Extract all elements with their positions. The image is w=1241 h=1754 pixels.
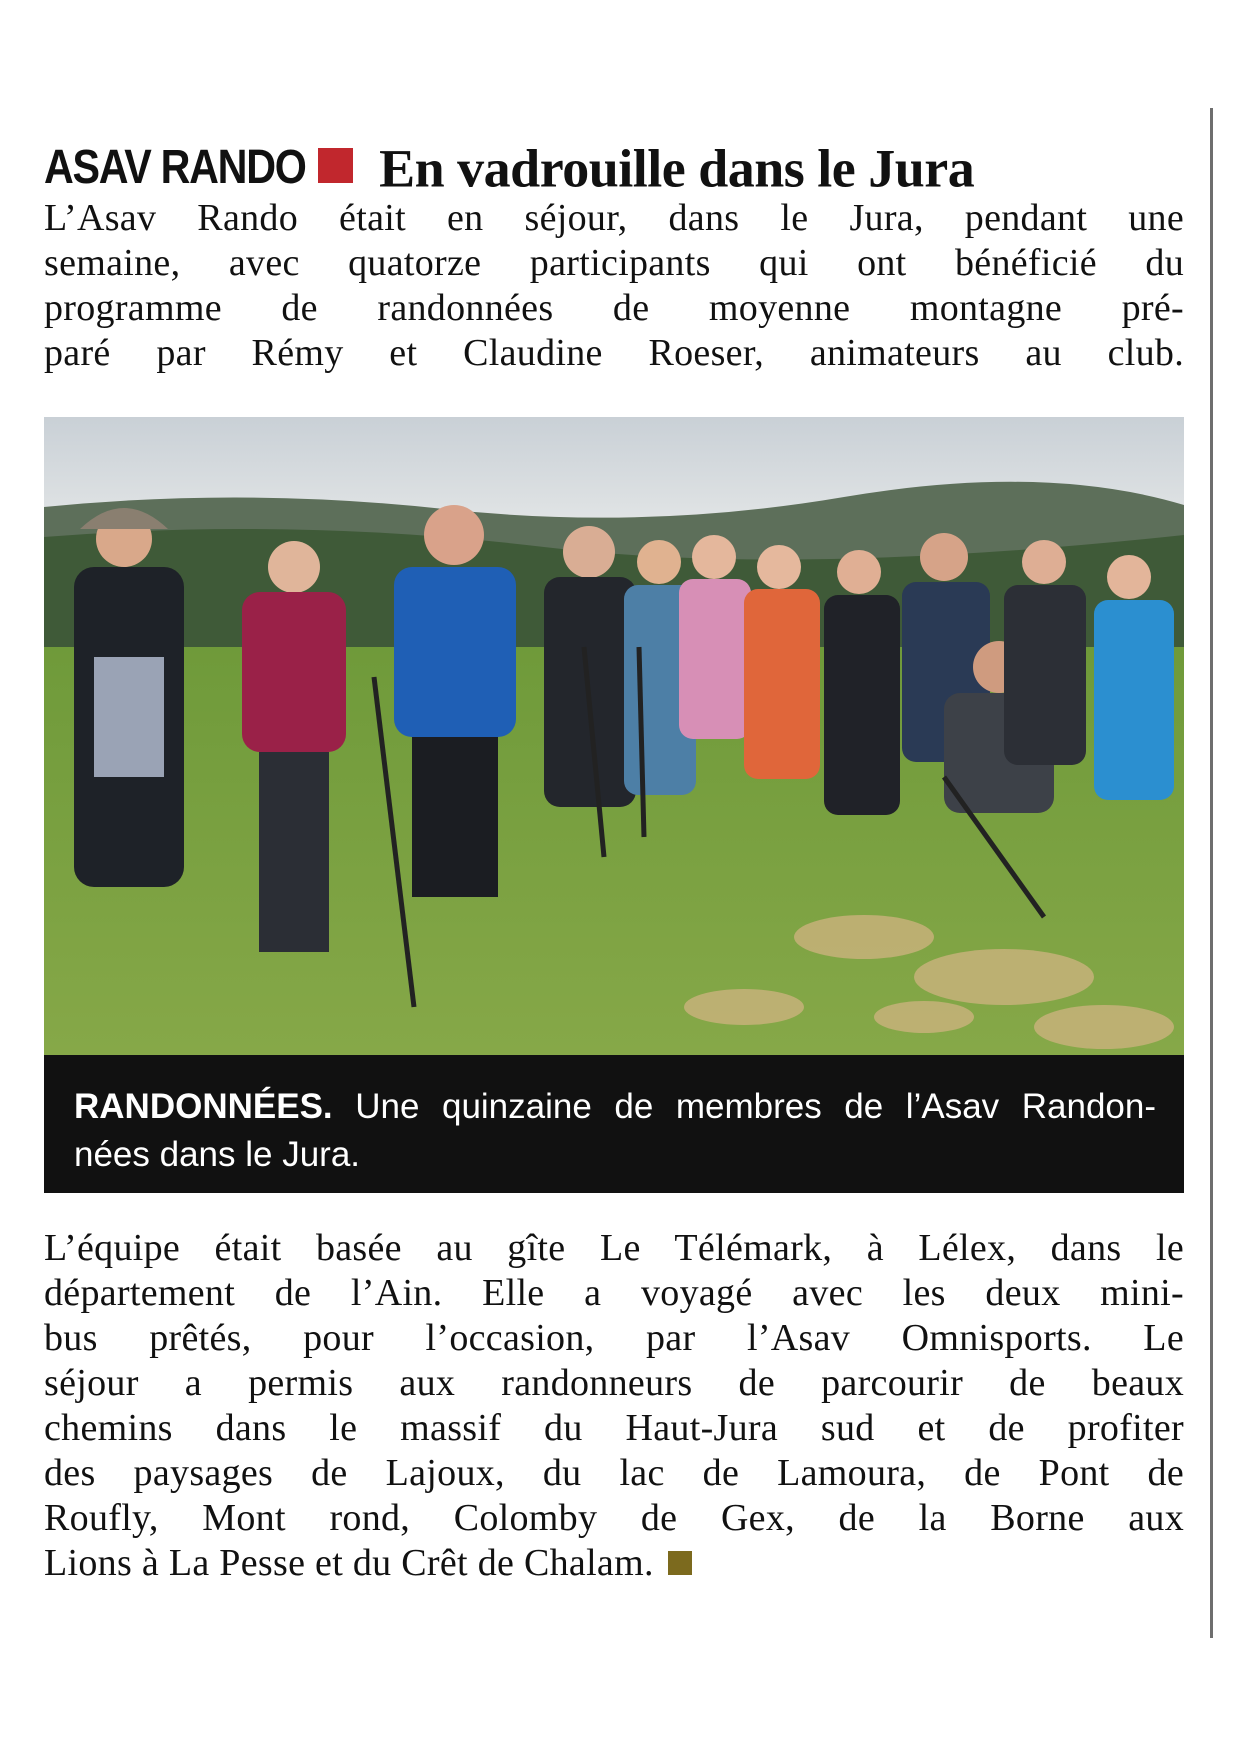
intro-line: programme de randonnées de moyenne montagne pré- (44, 287, 1184, 329)
body-line: Roufly, Mont rond, Colomby de Gex, de la Borne aux (44, 1497, 1184, 1539)
caption-line (74, 1083, 1156, 1131)
article-title: En vadrouille dans le Jura (379, 138, 975, 199)
body-line-last (44, 1541, 1184, 1586)
headline-square-icon (318, 148, 353, 183)
group-photo (44, 417, 1184, 1055)
body-paragraph (44, 1226, 1184, 1586)
intro-line: paré par Rémy et Claudine Roeser, animateurs au club. (44, 332, 1184, 374)
intro-paragraph (44, 196, 1184, 376)
end-of-article-square-icon (668, 1551, 692, 1575)
body-line: des paysages de Lajoux, du lac de Lamoura, de Pont de (44, 1452, 1184, 1494)
body-line: département de l’Ain. Elle a voyagé avec les deux mini- (44, 1272, 1184, 1314)
kicker: ASAV RANDO (44, 141, 306, 195)
body-line: L’équipe était basée au gîte Le Télémark, à Lélex, dans le (44, 1227, 1184, 1269)
headline (44, 138, 1184, 198)
caption-line: nées dans le Jura. (74, 1135, 361, 1174)
photo-caption (44, 1055, 1184, 1193)
column-divider (1210, 108, 1213, 1638)
body-line: bus prêtés, pour l’occasion, par l’Asav Omnisports. Le (44, 1317, 1184, 1359)
caption-text: Une quinzaine de membres de l’Asav Randon- (332, 1087, 1156, 1126)
intro-line: L’Asav Rando était en séjour, dans le Jura, pendant une (44, 197, 1184, 239)
body-line: chemins dans le massif du Haut-Jura sud et de profiter (44, 1407, 1184, 1449)
intro-line: semaine, avec quatorze participants qui ont bénéficié du (44, 242, 1184, 284)
caption-lead: RANDONNÉES. (74, 1087, 333, 1126)
body-line: séjour a permis aux randonneurs de parcourir de beaux (44, 1362, 1184, 1404)
body-line-text: Lions à La Pesse et du Crêt de Chalam. (44, 1542, 654, 1584)
